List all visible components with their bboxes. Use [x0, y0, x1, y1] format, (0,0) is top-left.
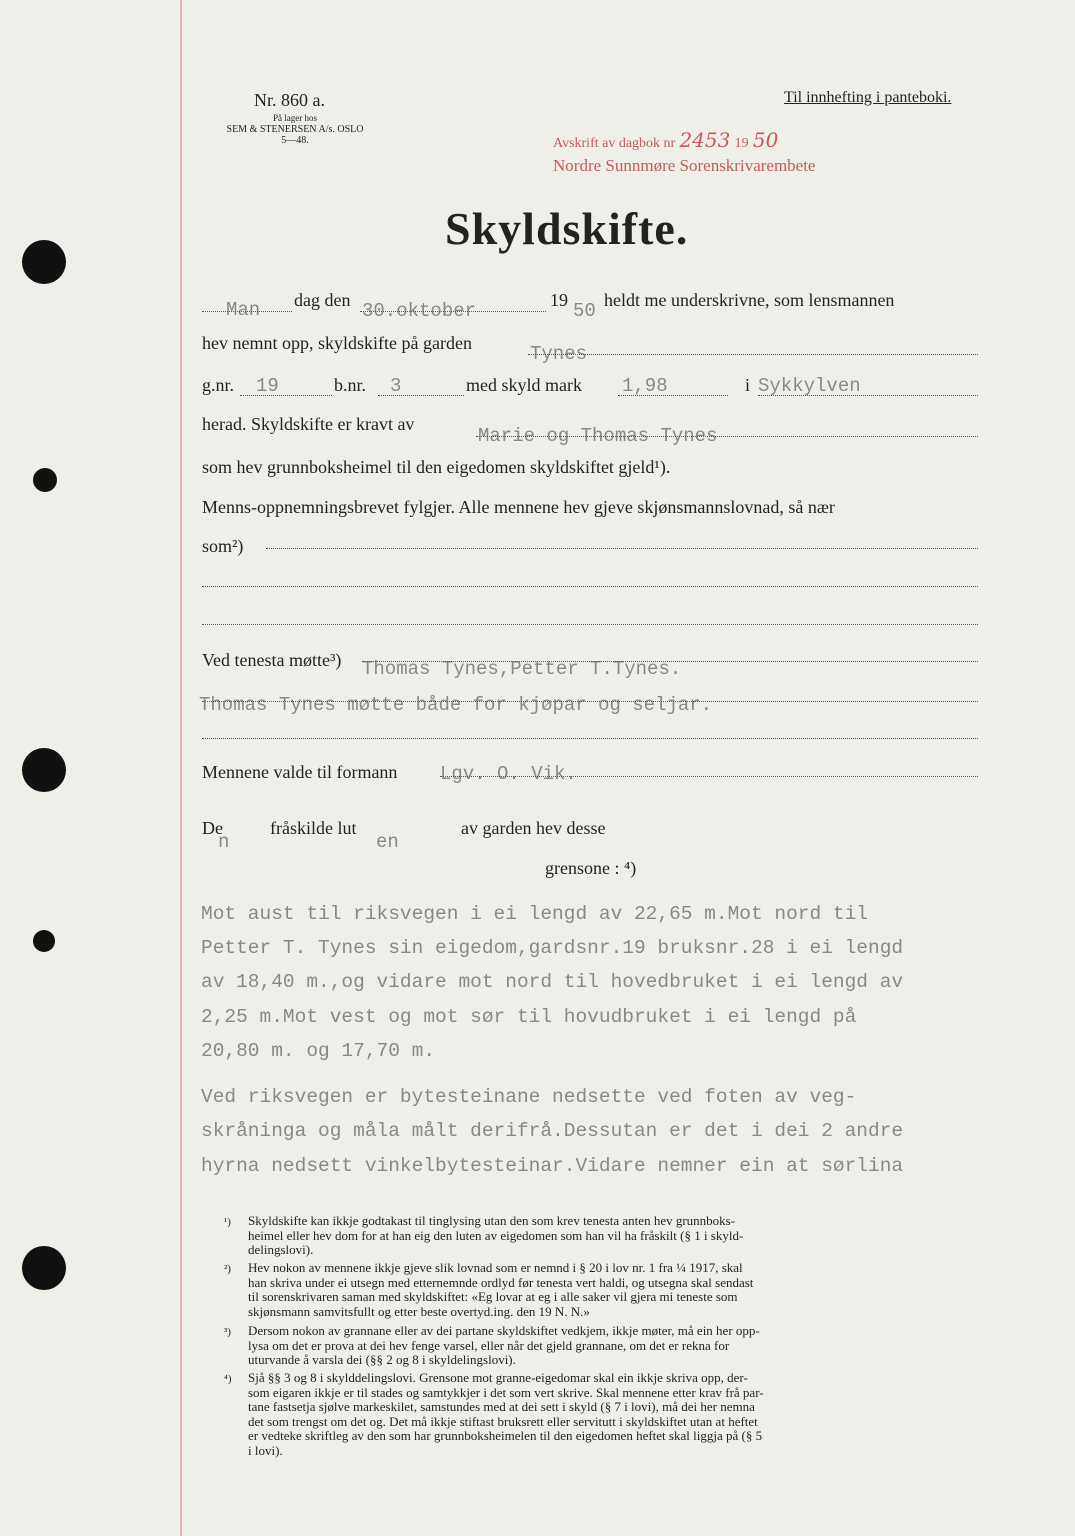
footnote-line: Skyldskifte kan ikkje godtakast til tinglysing utan den som krev tenesta anten hev grunnboks-: [248, 1213, 736, 1228]
de-typed: n: [218, 831, 230, 853]
som-label: som²): [202, 536, 244, 556]
gnr-label: g.nr.: [202, 375, 235, 395]
stamp-office: Nordre Sunnmøre Sorenskrivarembete: [553, 156, 816, 175]
footnote-line: Sjå §§ 3 og 8 i skylddelingslovi. Grensone mot granne-eigedomar skal ein ikkje skriva opp, der-: [248, 1370, 748, 1385]
boundary-line: hyrna nedsett vinkelbytesteinar.Vidare nemner ein at sørlina: [201, 1155, 904, 1177]
footnote-4: [248, 1371, 764, 1458]
fill-line: [202, 701, 978, 702]
menns-line: Menns-oppnemningsbrevet fylgjer. Alle mennene hev gjeve skjønsmannslovnad, så nær: [202, 497, 835, 517]
bnr-label: b.nr.: [334, 375, 367, 395]
lut-label: fråskilde lut: [270, 818, 357, 838]
de-label: De: [202, 818, 223, 838]
fill-line: [528, 354, 978, 355]
office-stamp: [553, 128, 778, 152]
requester-typed: Marie og Thomas Tynes: [478, 425, 718, 447]
skyld-label: med skyld mark: [466, 375, 582, 395]
fill-line: [202, 586, 978, 587]
footnote-line: i lovi).: [248, 1442, 283, 1458]
binder-hole: [22, 1246, 66, 1290]
stamp-year-prefix: 19: [734, 136, 749, 151]
top-right-label: Til innhefting i panteboki.: [784, 89, 952, 106]
formann-label: Mennene valde til formann: [202, 762, 398, 782]
binder-hole: [22, 748, 66, 792]
fill-line: [202, 311, 292, 312]
fill-line: [266, 548, 978, 549]
line2-label: hev nemnt opp, skyldskifte på garden: [202, 333, 472, 353]
footnote-mark: ⁴): [224, 1373, 232, 1385]
bnr-typed: 3: [390, 375, 402, 397]
printer-line: På lager hos: [273, 113, 317, 123]
stamp-year: 50: [752, 128, 779, 152]
footnote-mark: ¹): [224, 1216, 231, 1228]
footnote-mark: ³): [224, 1326, 231, 1338]
fill-line: [378, 395, 464, 396]
fill-line: [440, 776, 978, 777]
boundary-line: Mot aust til riksvegen i ei lengd av 22,65 m.Mot nord til: [201, 903, 869, 925]
garden-label: av garden hev desse: [461, 818, 606, 838]
printer-line: SEM & STENERSEN A/s. OSLO: [226, 124, 364, 135]
date-typed: 30.oktober: [362, 300, 477, 322]
footnote-3: [248, 1324, 760, 1368]
footnote-line: til sorenskrivaren saman med skyldskiftet: «Eg lovar at eg i alle saker vil gjera mi teneste som: [248, 1289, 738, 1304]
footnote-line: tane fastsetja sjølve markeskilet, samstundes med at dei sett i skyld (§ 7 i lovi), må dei her nemna: [248, 1399, 755, 1414]
footnote-line: skjønsmann samvitsfullt og etter beste overtyd.ing. den 19 N. N.»: [248, 1303, 590, 1319]
page-title: Skyldskifte.: [445, 203, 689, 254]
form-number: Nr. 860 a.: [254, 90, 325, 110]
gnr-typed: 19: [256, 375, 279, 397]
year-typed: 50: [573, 300, 596, 322]
footnote-line: delingslovi).: [248, 1242, 314, 1257]
fill-line: [240, 395, 332, 396]
lut-typed: en: [376, 831, 399, 853]
stamp-number: 2453: [679, 128, 731, 152]
grensone-label: grensone : ⁴): [545, 858, 637, 878]
fill-line: [202, 624, 978, 625]
year-prefix-label: 19: [550, 290, 568, 310]
footnote-mark: ²): [224, 1263, 231, 1275]
boundary-line: av 18,40 m.,og vidare mot nord til hovedbruket i ei lengd av: [201, 971, 904, 993]
footnote-2: [248, 1261, 753, 1319]
formann-typed: Lgv. O. Vik.: [440, 763, 577, 785]
fill-line: [618, 395, 728, 396]
fill-line: [360, 311, 546, 312]
margin-line: [180, 0, 182, 1536]
binder-hole: [33, 930, 55, 952]
fill-line: [202, 738, 978, 739]
binder-hole: [22, 240, 66, 284]
printer-info: [205, 113, 385, 146]
mote-label: Ved tenesta møtte³): [202, 650, 342, 670]
attendees-typed: Thomas Tynes,Petter T.Tynes.: [362, 658, 682, 680]
herad-label: herad. Skyldskifte er kravt av: [202, 414, 415, 434]
boundary-line: Petter T. Tynes sin eigedom,gardsnr.19 bruksnr.28 i ei lengd: [201, 937, 904, 959]
fill-line: [362, 661, 978, 662]
footnote-line: som eigaren ikkje er til stades og samtykkjer i det som vert skrive. Skal mennene etter krav frå par-: [248, 1384, 764, 1400]
boundary-line: 2,25 m.Mot vest og mot sør til hovudbruket i ei lengd på: [201, 1006, 857, 1028]
boundary-line: Ved riksvegen er bytesteinane nedsette ved foten av veg-: [201, 1086, 857, 1108]
footnote-line: heimel eller hev dom for at han eig den luten av eigedomen som han vil ha fråskilt (§ 1 i skyld-: [248, 1227, 744, 1243]
binder-hole: [33, 468, 57, 492]
footnote-line: uturvande å varsla dei (§§ 2 og 8 i skyldelingslovi).: [248, 1352, 516, 1367]
dag-den-label: dag den: [294, 290, 351, 310]
footnote-1: [248, 1214, 743, 1258]
farm-typed: Tynes: [530, 343, 588, 365]
attendees-note-typed: Thomas Tynes møtte både for kjøpar og seljar.: [199, 694, 713, 716]
fill-line: [476, 436, 978, 437]
i-label: i: [745, 375, 751, 395]
footnote-line: Dersom nokon av grannane eller av dei partane skyldskiftet vedkjem, ikkje møter, må ein her opp-: [248, 1323, 760, 1338]
fill-line: [758, 395, 978, 396]
footnote-line: det som trengst om det og. Det må ikkje stiftast bruksrett eller servitutt i skyldskiftet utan at heftet: [248, 1413, 758, 1429]
skyld-typed: 1,98: [622, 375, 668, 397]
boundary-line: skråninga og måla målt derifrå.Dessutan er det i dei 2 andre: [201, 1120, 904, 1142]
footnote-line: Hev nokon av mennene ikkje gjeve slik lovnad som er nemnd i § 20 i lov nr. 1 fra ¼ 1917, skal: [248, 1260, 743, 1275]
boundary-line: 20,80 m. og 17,70 m.: [201, 1040, 436, 1062]
line1-rest: heldt me underskrivne, som lensmannen: [604, 290, 895, 310]
printer-line: 5—48.: [281, 135, 309, 146]
heimel-line: som hev grunnboksheimel til den eigedomen skyldskiftet gjeld¹).: [202, 457, 671, 477]
footnote-line: lysa om det er prova at dei hev fenge varsel, eller når det gjeld grannane, om det er rekna for: [248, 1337, 730, 1353]
footnote-line: han skriva under ei utsegn med etternemnde ordlyd før tenesta vert haldi, og utsegna skal sendast: [248, 1274, 754, 1290]
footnote-line: er vedteke skriftleg av den som har grunnboksheimelen til den eigedomen heftet skal liggja på (§ 5: [248, 1428, 763, 1443]
place-typed: Sykkylven: [758, 375, 861, 397]
weekday-typed: Man: [226, 299, 261, 321]
stamp-prefix: Avskrift av dagbok nr: [553, 136, 676, 151]
